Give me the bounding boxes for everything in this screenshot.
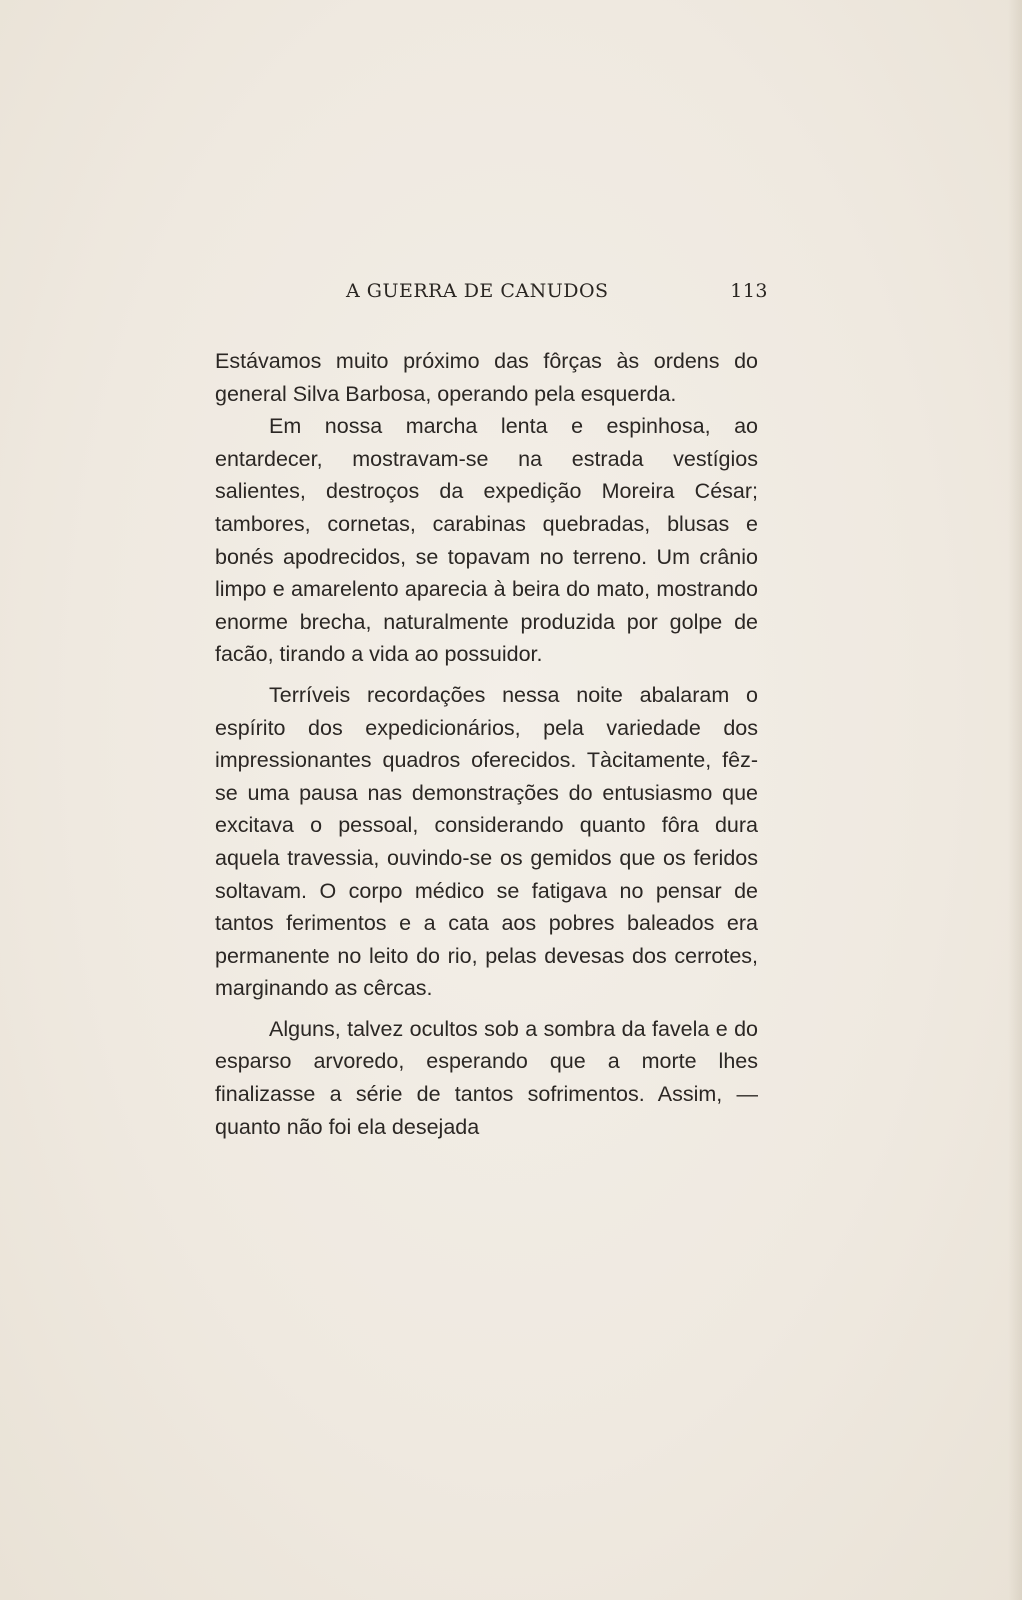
paragraph-2: Em nossa marcha lenta e espinhosa, ao entardecer, mostravam-se na estrada vestígios salientes, destroços da expedição Moreira César; tambores, cornetas, carabinas quebradas, blusas e bonés apodrecidos, se topavam no terreno. Um crânio limpo e amarelento aparecia à beira do mato, mostrando enorme brecha, naturalmente produzida por golpe de facão, tirando a vida ao possuidor. [215, 414, 758, 667]
running-header [212, 280, 768, 310]
body-text [215, 345, 758, 1143]
page-number: 113 [730, 280, 768, 302]
paragraph-3: Terríveis recordações nessa noite abalaram o espírito dos expedicionários, pela variedade dos impressionantes quadros oferecidos. Tàcitamente, fêz-se uma pausa nas demonstrações do entusiasmo que excitava o pessoal, considerando quanto fôra dura aquela travessia, ouvindo-se os gemidos que os feridos soltavam. O corpo médico se fatigava no pensar de tantos ferimentos e a cata aos pobres baleados era permanente no leito do rio, pelas devesas dos cerrotes, marginando as cêrcas. [215, 682, 758, 1001]
paragraph-1: Estávamos muito próximo das fôrças às ordens do general Silva Barbosa, operando pela esquerda. [215, 349, 758, 406]
running-head-title: A GUERRA DE CANUDOS [346, 280, 609, 302]
paragraph-4: Alguns, talvez ocultos sob a sombra da favela e do esparso arvoredo, esperando que a morte lhes finalizasse a série de tantos sofrimentos. Assim, — quanto não foi ela desejada [215, 1016, 758, 1139]
page-edge-shadow [1008, 0, 1022, 1600]
